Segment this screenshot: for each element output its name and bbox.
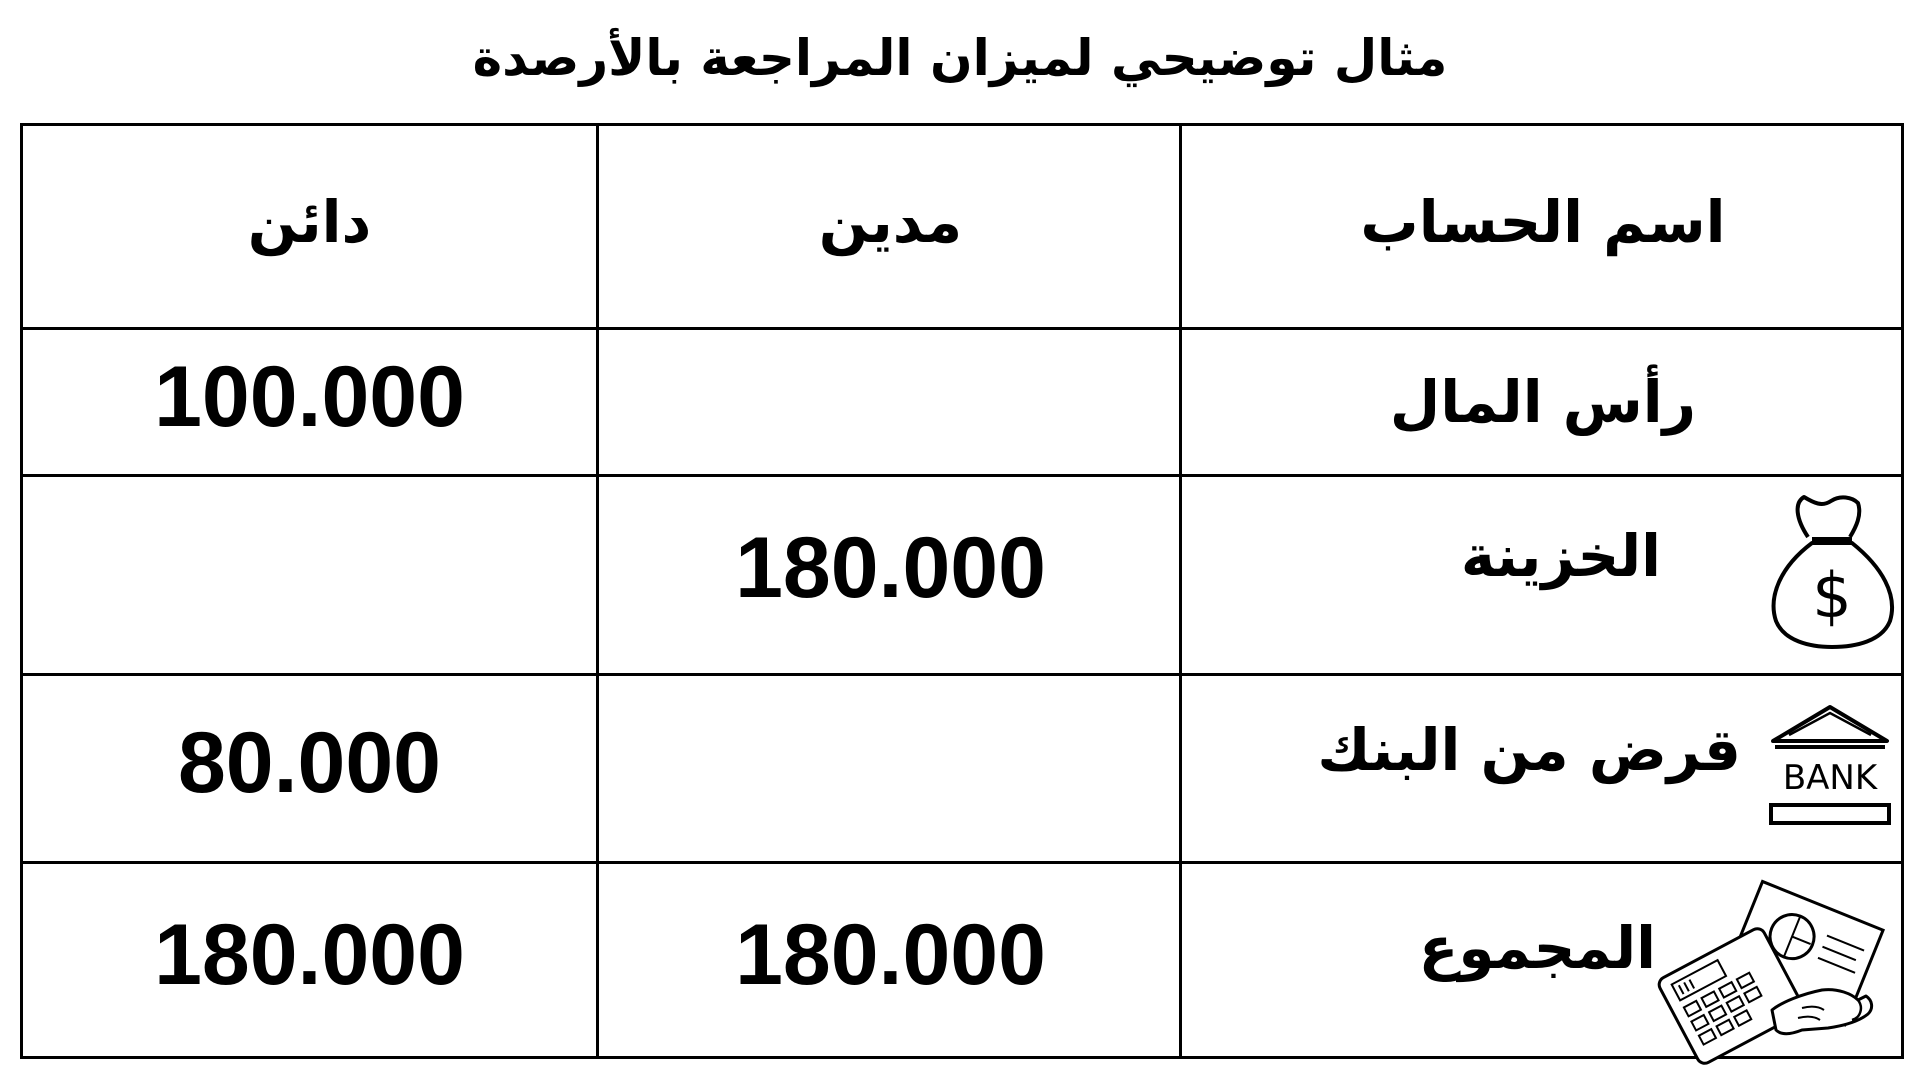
row-1-debit-cell xyxy=(596,327,1179,474)
header-debit-cell xyxy=(596,126,1179,327)
total-account-name: المجموع xyxy=(1418,914,1656,982)
header-account: اسم الحساب xyxy=(1360,188,1726,256)
header-debit: مدين xyxy=(818,188,963,256)
calculator-hand-icon xyxy=(1652,890,1882,1060)
money-bag-symbol: $ xyxy=(1812,559,1852,632)
row-2-debit-cell xyxy=(596,474,1179,673)
row-2-credit-cell xyxy=(23,474,596,673)
row-3-debit-cell xyxy=(596,673,1179,861)
row-3-credit-value: 80.000 xyxy=(177,715,442,811)
total-debit-cell xyxy=(596,861,1179,1059)
bank-icon xyxy=(1767,701,1893,827)
row-3-credit-cell xyxy=(23,673,596,861)
row-2-account-cell xyxy=(1179,474,1901,673)
total-debit-value: 180.000 xyxy=(735,907,1046,1003)
total-credit-value: 180.000 xyxy=(154,907,465,1003)
trial-balance-table xyxy=(20,123,1904,1059)
row-1-credit-value: 100.000 xyxy=(154,349,465,445)
total-credit-cell xyxy=(23,861,596,1059)
header-credit-cell xyxy=(23,126,596,327)
page-title: مثال توضيحي لميزان المراجعة بالأرصدة xyxy=(472,29,1448,87)
total-account-cell xyxy=(1179,861,1901,1059)
row-1-account-cell xyxy=(1179,327,1901,474)
row-1-credit-cell xyxy=(23,327,596,474)
row-3-account-name: قرض من البنك xyxy=(1317,716,1741,784)
row-2-account-name: الخزينة xyxy=(1460,522,1661,590)
row-1-account-name: رأس المال xyxy=(1389,368,1697,436)
header-credit: دائن xyxy=(247,188,372,256)
row-3-account-cell xyxy=(1179,673,1901,861)
header-account-cell xyxy=(1179,126,1901,327)
money-bag-icon xyxy=(1766,489,1896,649)
bank-label: BANK xyxy=(1782,758,1878,798)
row-2-debit-value: 180.000 xyxy=(735,520,1046,616)
